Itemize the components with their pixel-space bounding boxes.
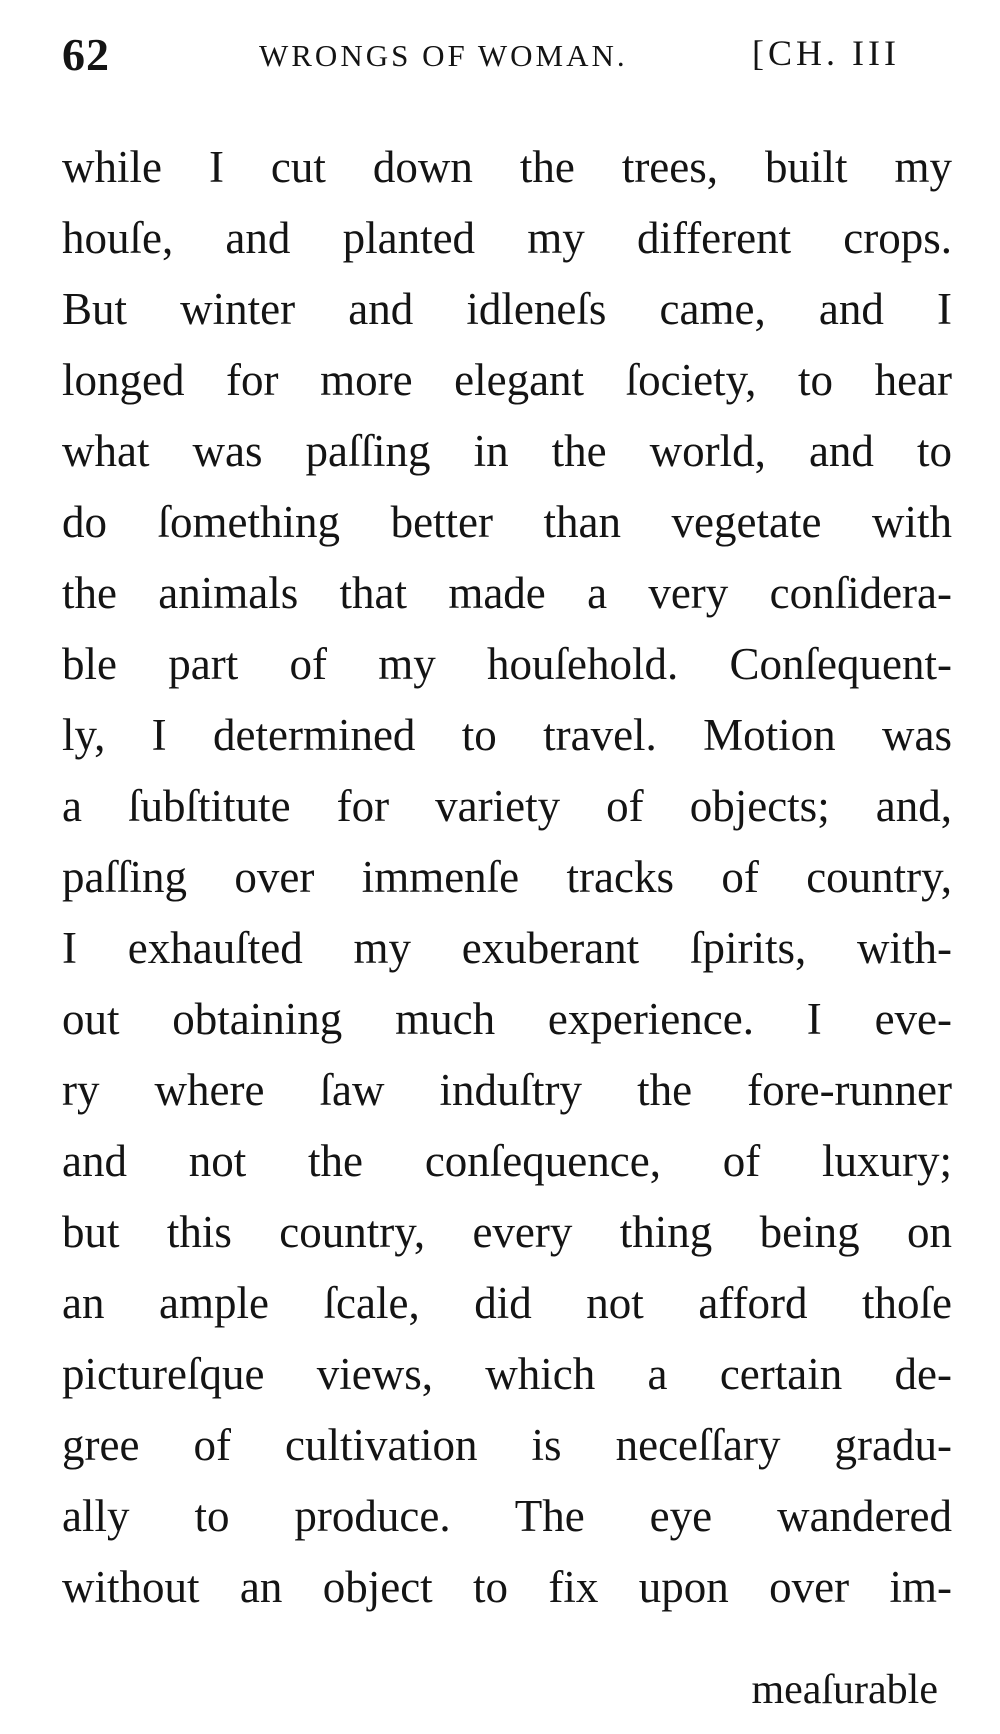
text-line: but this country, every thing being on [62, 1207, 952, 1257]
text-line: ry where ſaw induſtry the fore-runner [62, 1065, 952, 1115]
text-line: paſſing over immenſe tracks of country, [62, 852, 952, 902]
text-line: ble part of my houſehold. Conſequent- [62, 639, 952, 689]
text-line: and not the conſequence, of luxury; [62, 1136, 952, 1186]
text-line: what was paſſing in the world, and to [62, 426, 952, 476]
chapter-reference: [CH. III [752, 33, 900, 73]
text-line: a ſubſtitute for variety of objects; and, [62, 781, 952, 831]
text-line: while I cut down the trees, built my [62, 142, 952, 192]
text-line: out obtaining much experience. I eve- [62, 994, 952, 1044]
text-line: ally to produce. The eye wandered [62, 1491, 952, 1541]
running-title: WRONGS OF WOMAN. [259, 38, 628, 73]
page-number: 62 [62, 29, 110, 80]
text-line: I exhauſted my exuberant ſpirits, with- [62, 923, 952, 973]
running-header [62, 28, 947, 98]
body-text [62, 132, 952, 1623]
text-line: gree of cultivation is neceſſary gradu- [62, 1420, 952, 1470]
catchword: meaſurable [751, 1667, 938, 1713]
text-line: do ſomething better than vegetate with [62, 497, 952, 547]
text-line: without an object to fix upon over im- [62, 1562, 952, 1612]
text-line: longed for more elegant ſociety, to hear [62, 355, 952, 405]
text-line: ly, I determined to travel. Motion was [62, 710, 952, 760]
text-line: the animals that made a very conſidera- [62, 568, 952, 618]
text-line: houſe, and planted my different crops. [62, 213, 952, 263]
text-line: pictureſque views, which a certain de- [62, 1349, 952, 1399]
text-line: But winter and idleneſs came, and I [62, 284, 952, 334]
text-line: an ample ſcale, did not afford thoſe [62, 1278, 952, 1328]
